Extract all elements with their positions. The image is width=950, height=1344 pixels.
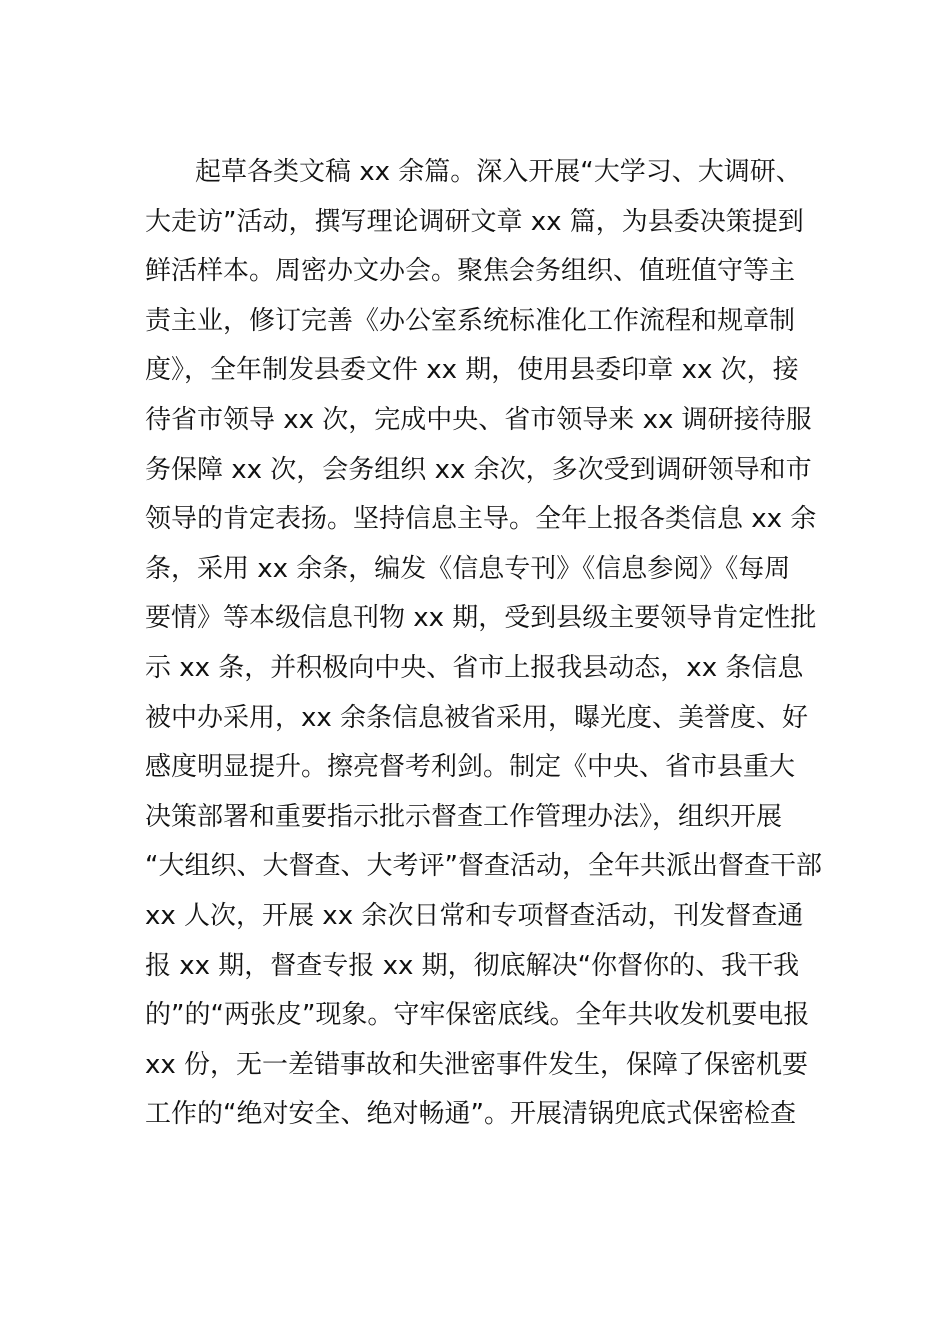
- text-line: 鲜活样本。周密办文办会。聚焦会务组织、值班值守等主: [145, 256, 796, 287]
- text-line: 领导的肯定表扬。坚持信息主导。全年上报各类信息 xx 余: [145, 504, 817, 535]
- text-line: xx 人次，开展 xx 余次日常和专项督查活动，刊发督查通: [145, 900, 804, 931]
- text-line: 大走访”活动，撰写理论调研文章 xx 篇，为县委决策提到: [145, 206, 804, 237]
- text-line: 起草各类文稿 xx 余篇。深入开展“大学习、大调研、: [195, 157, 802, 187]
- text-line: xx 份，无一差错事故和失泄密事件发生，保障了保密机要: [145, 1049, 809, 1080]
- body-paragraph: [145, 148, 822, 1140]
- text-line: 务保障 xx 次，会务组织 xx 余次，多次受到调研领导和市: [145, 454, 812, 485]
- text-line: 决策部署和重要指示批示督查工作管理办法》，组织开展: [145, 801, 783, 832]
- text-line: 要情》等本级信息刊物 xx 期，受到县级主要领导肯定性批: [145, 603, 817, 634]
- text-line: 度》，全年制发县委文件 xx 期，使用县委印章 xx 次，接: [145, 355, 799, 386]
- text-line: 被中办采用，xx 余条信息被省采用，曝光度、美誉度、好: [145, 702, 809, 733]
- text-line: 条，采用 xx 余条，编发《信息专刊》《信息参阅》《每周: [145, 553, 791, 584]
- text-line: 工作的“绝对安全、绝对畅通”。开展清锅兜底式保密检查: [145, 1099, 796, 1130]
- text-line: “大组织、大督查、大考评”督查活动，全年共派出督查干部: [145, 851, 822, 882]
- text-line: 的”的“两张皮”现象。守牢保密底线。全年共收发机要电报: [145, 1000, 810, 1031]
- text-line: 报 xx 期，督查专报 xx 期，彻底解决“你督你的、我干我: [145, 950, 800, 981]
- text-line: 待省市领导 xx 次，完成中央、省市领导来 xx 调研接待服: [145, 404, 812, 435]
- text-line: 示 xx 条，并积极向中央、省市上报我县动态，xx 条信息: [145, 652, 804, 683]
- text-line: 感度明显提升。擦亮督考利剑。制定《中央、省市县重大: [145, 752, 796, 783]
- text-line: 责主业，修订完善《办公室系统标准化工作流程和规章制: [145, 305, 796, 336]
